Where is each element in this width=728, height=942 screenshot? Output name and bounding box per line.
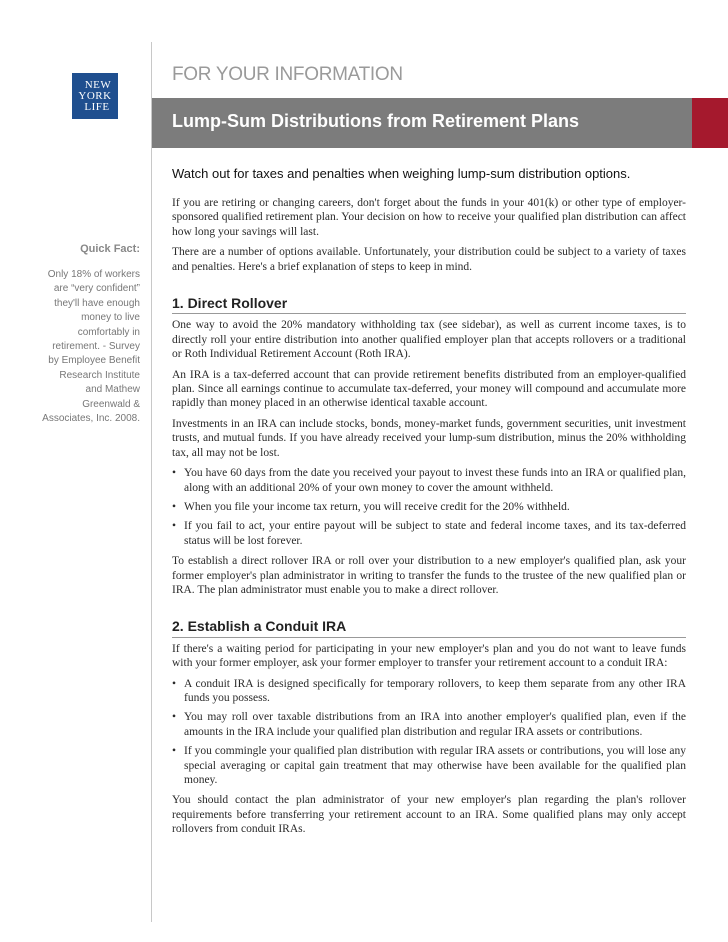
section-2-paragraph: You should contact the plan administrator of your new employer's plan regarding the plan's rollover requirements before transferring your retirement account to an IRA. Some qualified plans may only accept rollovers from conduit IRAs. <box>172 794 686 836</box>
vertical-divider <box>151 42 152 922</box>
section-2-heading: 2. Establish a Conduit IRA <box>172 619 686 637</box>
page-title: Lump-Sum Distributions from Retirement Plans <box>172 111 580 131</box>
section-2-paragraph: If there's a waiting period for participating in your new employer's plan and you do not want to leave funds with your former employer, ask your former employer to transfer your retirement account to a conduit IRA: <box>172 642 686 670</box>
section-1-paragraph: An IRA is a tax-deferred account that can provide retirement benefits distributed from an employer-qualified plan. Since all earnings continue to accumulate tax-deferred, your money will compound and accumulate more rapidly than money placed in an otherwise identical taxable account. <box>172 368 686 410</box>
section-1-bullet-list <box>172 466 686 548</box>
section-1-heading: 1. Direct Rollover <box>172 296 686 314</box>
new-york-life-logo <box>72 73 118 119</box>
logo-line-3: LIFE <box>84 100 110 113</box>
bullet-item: • A conduit IRA is designed specifically for temporary rollovers, to keep them separate from any other IRA funds you possess. <box>172 677 686 704</box>
header-kicker: FOR YOUR INFORMATION <box>172 64 403 85</box>
quick-fact-label: Quick Fact: <box>80 243 140 255</box>
bullet-item: • You have 60 days from the date you received your payout to invest these funds into an IRA or qualified plan, along with an additional 20% of your own money to cover the amount withheld. <box>172 467 686 494</box>
intro-paragraph-2: There are a number of options available. Unfortunately, your distribution could be subject to a variety of taxes and penalties. Here's a brief explanation of steps to keep in mind. <box>172 246 686 273</box>
quick-fact-sidebar <box>40 243 140 426</box>
logo-line-1: NEW <box>84 78 112 91</box>
bullet-item: • When you file your income tax return, you will receive credit for the 20% withheld. <box>172 500 570 513</box>
section-1-paragraph: Investments in an IRA can include stocks, bonds, money-market funds, government securities, unit investment trusts, and mutual funds. If you have already received your lump-sum distribution, minus the 20% withholding tax, all may not be lost. <box>172 417 686 459</box>
title-bar <box>152 98 728 148</box>
section-1-paragraph: One way to avoid the 20% mandatory withholding tax (see sidebar), as well as current income taxes, is to directly roll your entire distribution into another qualified employer plan that accepts rollovers or a traditional or Roth Individual Retirement Account (Roth IRA). <box>172 319 686 361</box>
subheading: Watch out for taxes and penalties when weighing lump-sum distribution options. <box>172 166 631 181</box>
logo-line-2: YORK <box>78 89 112 102</box>
bullet-item: • You may roll over taxable distributions from an IRA into another employer's qualified plan, even if the amounts in the IRA include your qualified plan distribution and regular IRA assets or contributions. <box>172 711 686 738</box>
section-2-bullet-list <box>172 677 686 788</box>
title-accent-block <box>692 98 728 148</box>
bullet-item: • If you commingle your qualified plan distribution with regular IRA assets or contributions, you will lose any special averaging or capital gain treatment that may otherwise have been available for the qualified plan money. <box>172 745 686 786</box>
main-column <box>172 196 686 843</box>
bullet-item: • If you fail to act, your entire payout will be subject to state and federal income taxes, and its tax-deferred status will be lost forever. <box>172 520 686 547</box>
quick-fact-text: Only 18% of workers are “very confident” they'll have enough money to live comfortably in retirement. - Survey by Employee Benefit Research Institute and Mathew Greenwald & Associates, Inc. 2008. <box>42 269 140 425</box>
intro-paragraph-1: If you are retiring or changing careers, don't forget about the funds in your 401(k) or other type of employer-sponsored qualified retirement plan. Your decision on how to receive your qualified plan distribution can affect how long your savings will last. <box>172 197 686 238</box>
section-1-paragraph: To establish a direct rollover IRA or roll over your distribution to a new employer's qualified plan, ask your former employer's plan administrator in writing to transfer the funds to the trustee of the new qualified plan or IRA. The plan administrator must enable you to make a direct rollover. <box>172 555 686 596</box>
